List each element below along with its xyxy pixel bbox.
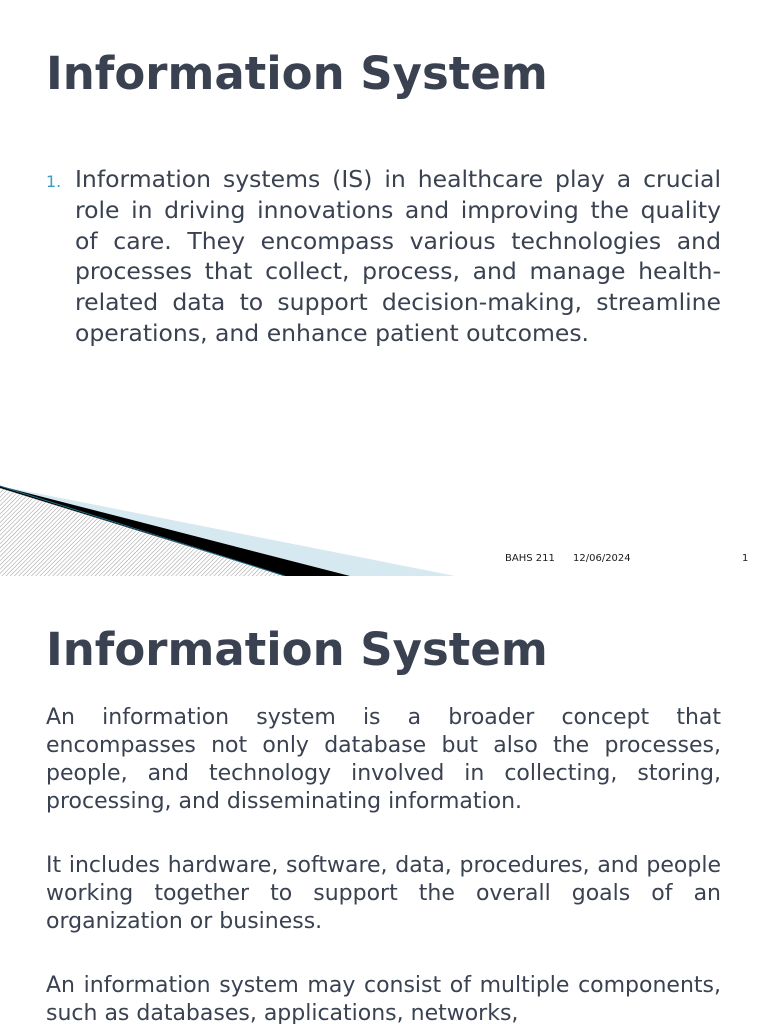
paragraph: An information system is a broader concept that encompasses not only database but also the processes, people, and technology involved in collecting, storing, processing, and disseminating information. (46, 705, 721, 814)
slide-2 (0, 576, 768, 1024)
paragraph: An information system may consist of multiple components, such as databases, applications, networks, (46, 973, 721, 1024)
paragraph: It includes hardware, software, data, procedures, and people working together to support the overall goals of an organization or business. (46, 853, 721, 934)
list-item-marker: 1. (46, 172, 62, 191)
slide-title: Information System (46, 47, 548, 100)
numbered-list (46, 164, 721, 349)
list-item-text: Information systems (IS) in healthcare play a crucial role in driving innovations and improving the quality of care. They encompass various technologies and processes that collect, process, and manage health-related data to support decision-making, streamline operations, and enhance patient outcomes. (75, 165, 721, 347)
slide-title: Information System (46, 623, 548, 676)
corner-decoration (0, 484, 460, 576)
footer-date: 12/06/2024 (573, 553, 631, 564)
slide-body (46, 704, 721, 1024)
footer-page-number: 1 (742, 553, 749, 564)
list-item (46, 164, 721, 349)
footer-course: BAHS 211 (505, 553, 555, 564)
